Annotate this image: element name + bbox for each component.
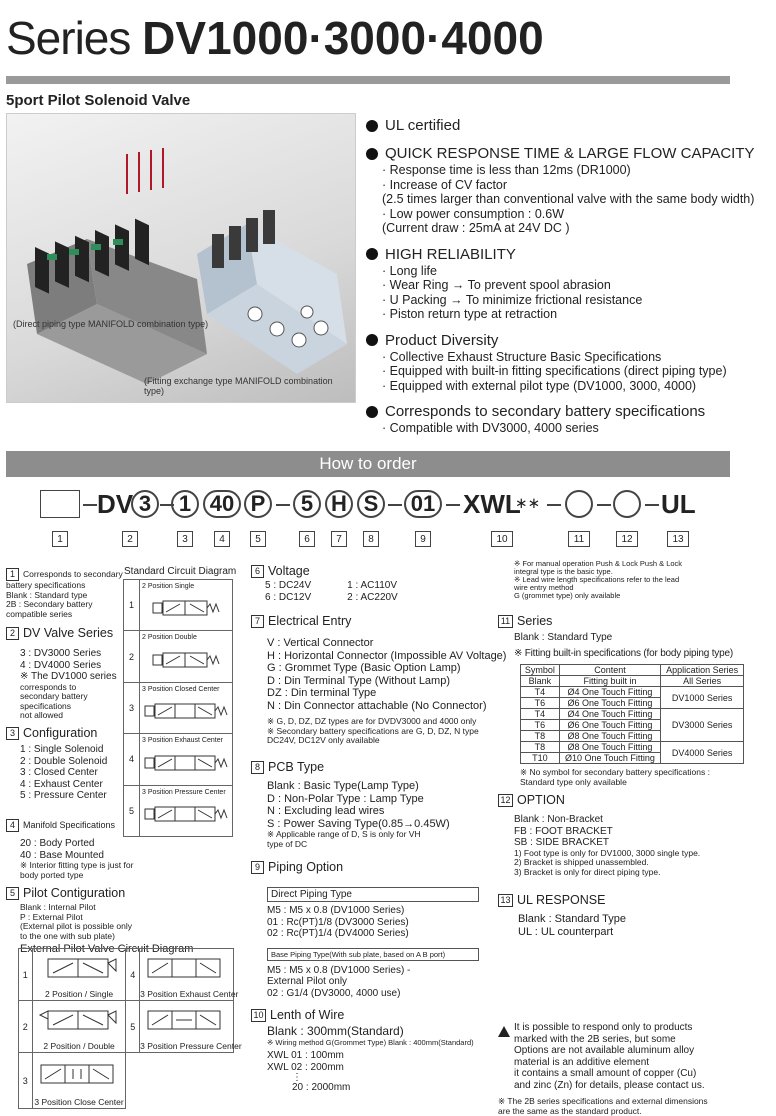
section-10: 10 Lenth of Wire Blank : 300mm(Standard) ※ Wiring method G(Grommet Type) Blank : 400mm(Standard) XWL 01 : 100mm XWL 02 : 200mm ⋮ 20 : 2000mm xyxy=(251,1008,474,1094)
bullet-icon xyxy=(366,334,378,346)
external-pilot-diagram: 1 2 Position / Single 4 3 Position Exhaust Center 2 2 Position / Double 5 3 Position Pressure Center 3 3 Position Close Center xyxy=(18,948,234,1109)
feature-heading xyxy=(366,116,766,135)
circuit-label: 3 Position Closed Center xyxy=(142,685,220,693)
code-pcb: S xyxy=(357,490,385,518)
feature-item: · Increase of CV factor xyxy=(382,177,508,192)
valve-symbol xyxy=(33,1059,123,1099)
code-manifold: 40 xyxy=(203,490,241,518)
circuit-title: Standard Circuit Diagram xyxy=(124,566,237,577)
table-cell: Ø6 One Touch Fitting xyxy=(559,698,660,709)
section-6: 6 Voltage 5 : DC24V 6 : DC12V 1 : AC110V 2 : AC220V xyxy=(251,564,398,603)
code-box-1 xyxy=(40,490,80,518)
feature-item: · Equipped with built-in fitting specifications (direct piping type) xyxy=(382,364,727,378)
circuit-number: 1 xyxy=(124,580,140,631)
table-row xyxy=(521,742,744,753)
ext-cell: 3 Position Close Center xyxy=(32,1053,126,1109)
table-cell: Ø8 One Touch Fitting xyxy=(559,731,660,742)
code-voltage: 5 xyxy=(293,490,321,518)
code-number: 1 xyxy=(52,531,68,547)
circuit-label: 3 Position Pressure Center xyxy=(142,788,226,796)
feature-heading xyxy=(366,245,766,264)
table-cell: DV3000 Series xyxy=(661,709,744,742)
valve-symbol xyxy=(140,746,230,780)
table-header: Symbol xyxy=(521,665,560,676)
bullet-icon xyxy=(366,120,378,132)
feature-item: · Piston return type at retraction xyxy=(382,307,558,321)
circuit-cell xyxy=(140,682,233,733)
circuit-cell xyxy=(140,631,233,682)
code-number: 11 xyxy=(568,531,590,547)
bullet-icon xyxy=(366,148,378,160)
circuit-label: 2 Position Single xyxy=(142,582,195,590)
table-header: Content xyxy=(559,665,660,676)
table-cell: Ø4 One Touch Fitting xyxy=(559,687,660,698)
warning-note: It is possible to respond only to products marked with the 2B series, but some Options are not available aluminum alloy material is an additive element it contains a small amount of copper (Cu) and zinc (Zn) for details, please contact us. ※ The 2B series specifications and external dimensions are the same as the standard product. xyxy=(498,1022,708,1116)
feature-item: · Low power consumption : 0.6W xyxy=(382,206,565,221)
table-cell: Fitting built in xyxy=(559,676,660,687)
table-cell: T4 xyxy=(521,687,560,698)
circuit-cell xyxy=(140,785,233,836)
valve-symbol xyxy=(140,953,230,993)
code-dash xyxy=(388,504,402,506)
feature-list xyxy=(366,116,766,445)
section-13: 13 UL RESPONSE Blank : Standard Type UL : UL counterpart xyxy=(498,893,626,938)
section-1: 1 Corresponds to secondary battery specifications Blank : Standard type 2B : Secondary battery compatible series xyxy=(6,568,123,619)
feature-title: UL certified xyxy=(385,117,461,134)
series-word: Series xyxy=(6,12,131,64)
code-number: 2 xyxy=(122,531,138,547)
table-cell: Ø10 One Touch Fitting xyxy=(559,753,660,764)
how-to-order-bar: How to order xyxy=(6,451,730,477)
title-rule xyxy=(6,76,730,84)
code-dash xyxy=(645,504,659,506)
feature-section xyxy=(366,116,766,135)
feature-section xyxy=(366,402,766,436)
table-cell: All Series xyxy=(661,676,744,687)
feature-title: Product Diversity xyxy=(385,331,499,349)
table-cell: Ø6 One Touch Fitting xyxy=(559,720,660,731)
code-dash xyxy=(597,504,611,506)
feature-heading xyxy=(366,402,766,421)
feature-heading xyxy=(366,144,766,163)
standard-circuit-diagram xyxy=(123,579,233,837)
section-3: 3 Configuration 1 : Single Solenoid 2 : Double Solenoid 3 : Closed Center 4 : Exhaust Center 5 : Pressure Center xyxy=(6,726,107,802)
valve-symbol xyxy=(140,591,230,625)
code-ul: UL xyxy=(661,489,696,519)
product-photo xyxy=(6,113,356,403)
section-11: 11 Series Blank : Standard Type ※ Fitting built-in specifications (for body piping type) xyxy=(498,614,733,659)
code-dash xyxy=(83,504,97,506)
table-cell: DV1000 Series xyxy=(661,687,744,709)
code-number: 4 xyxy=(214,531,230,547)
base-piping-label: Base Piping Type(With sub plate, based on A B port) xyxy=(267,948,479,961)
ext-cell: 2 Position / Double xyxy=(32,1001,126,1053)
code-entry: H xyxy=(325,490,353,518)
section-5: 5 Pilot Contiguration Blank : Internal Pilot P : External Pilot (External pilot is possible only to the one with sub plate) External Pilot Valve Circuit Diagram xyxy=(6,886,193,956)
code-stars: ∗∗ xyxy=(515,495,541,512)
code-number: 9 xyxy=(415,531,431,547)
table-cell: T10 xyxy=(521,753,560,764)
circuit-cell xyxy=(140,580,233,631)
feature-item: · Compatible with DV3000, 4000 series xyxy=(382,421,599,435)
code-option-12 xyxy=(613,490,641,518)
circuit-number: 2 xyxy=(124,631,140,682)
valve-symbol xyxy=(140,1005,230,1045)
code-number: 13 xyxy=(667,531,689,547)
feature-heading xyxy=(366,331,766,350)
feature-item: · Response time is less than 12ms (DR1000) xyxy=(382,163,631,177)
section-8: 8 PCB Type Blank : Basic Type(Lamp Type) D : Non-Polar Type : Lamp Type N : Excluding lead wires S : Power Saving Type(0.85→0.45W) ※ Applicable range of D, S is only for VH type of DC xyxy=(251,760,450,849)
code-number: 7 xyxy=(331,531,347,547)
code-wire: XWL xyxy=(463,489,521,519)
feature-item: (2.5 times larger than conventional valve with the same body width) xyxy=(382,192,755,206)
code-number: 10 xyxy=(491,531,513,547)
feature-item: · U Packing → To minimize frictional resistance xyxy=(382,292,643,307)
section-4: 4 Manifold Specifications 20 : Body Ported 40 : Base Mounted ※ Interior fitting type is just for body ported type xyxy=(6,818,133,880)
code-dv: DV xyxy=(97,489,134,519)
feature-title: HIGH RELIABILITY xyxy=(385,245,516,263)
circuit-label: 2 Position Double xyxy=(142,634,197,642)
table-cell: T8 xyxy=(521,731,560,742)
code-series: 3 xyxy=(131,490,159,518)
bullet-icon xyxy=(366,248,378,260)
ext-cell: 3 Position Pressure Center xyxy=(140,1001,234,1053)
valve-symbol xyxy=(140,643,230,677)
code-piping: 01 xyxy=(404,490,442,518)
table-cell: T6 xyxy=(521,698,560,709)
circuit-label: 3 Position Exhaust Center xyxy=(142,737,223,745)
section-7: 7 Electrical Entry V : Vertical Connector H : Horizontal Connector (Impossible AV Voltage) G : Grommet Type (Basic Option Lamp) D : Din Terminal Type (Without Lamp) DZ : Din terminal Type N : Din Connector attachable (No Connector) ※ G, D, DZ, DZ types are for DVDV3000 and 4000 only ※ Secondary battery specifications are G, D, DZ, N type DC24V, DC12V only available xyxy=(251,614,506,746)
code-number: 8 xyxy=(363,531,379,547)
model-name: DV1000·3000·4000 xyxy=(142,12,544,64)
section-12: 12 OPTION Blank : Non-Bracket FB : FOOT BRACKET SB : SIDE BRACKET 1) Foot type is only for DV1000, 3000 single type. 2) Bracket is shipped unassembled. 3) Bracket is only for direct piping type. xyxy=(498,793,700,877)
table-header: Application Series xyxy=(661,665,744,676)
fitting-symbol-table xyxy=(520,664,744,764)
valve-symbol xyxy=(33,953,123,993)
table-cell: DV4000 Series xyxy=(661,742,744,764)
photo-caption-right: (Fitting exchange type MANIFOLD combination type) xyxy=(144,376,333,396)
feature-title: Corresponds to secondary battery specifications xyxy=(385,403,706,420)
table-cell: Ø4 One Touch Fitting xyxy=(559,709,660,720)
table-cell: Blank xyxy=(521,676,560,687)
ext-cell: 2 Position / Single xyxy=(32,949,126,1001)
circuit-number: 3 xyxy=(124,682,140,733)
table-cell: Ø8 One Touch Fitting xyxy=(559,742,660,753)
direct-piping-label: Direct Piping Type xyxy=(267,887,479,902)
section-2: 2 DV Valve Series 3 : DV3000 Series 4 : DV4000 Series ※ The DV1000 series corresponds to secondary battery specifications not allowed xyxy=(6,626,117,721)
section-9: 9 Piping Option Direct Piping Type M5 : M5 x 0.8 (DV1000 Series) 01 : Rc(PT)1/8 (DV3000 Series) 02 : Rc(PT)1/4 (DV4000 Series) Base Piping Type(With sub plate, based on A B port) M5 : M5 x 0.8 (DV1000 Series) - External Pilot only 02 : G1/4 (DV3000, 4000 use) xyxy=(251,860,479,999)
code-config: 1 xyxy=(171,490,199,518)
code-number: 12 xyxy=(616,531,638,547)
valve-symbol xyxy=(140,797,230,831)
wire-notes: ※ For manual operation Push & Lock Push & Lock integral type is the basic type. ※ Lead wire length specifications refer to the lead wire entry method G (grommet type) only available xyxy=(514,559,683,600)
feature-section xyxy=(366,331,766,394)
code-number: 5 xyxy=(250,531,266,547)
circuit-cell xyxy=(140,734,233,785)
table-row xyxy=(521,709,744,720)
table-cell: T6 xyxy=(521,720,560,731)
subtitle: 5port Pilot Solenoid Valve xyxy=(6,92,191,109)
feature-section xyxy=(366,144,766,236)
circuit-number: 5 xyxy=(124,785,140,836)
code-option-11 xyxy=(565,490,593,518)
feature-section xyxy=(366,245,766,322)
valve-symbol xyxy=(33,1005,123,1045)
code-number: 3 xyxy=(177,531,193,547)
feature-item: (Current draw : 25mA at 24V DC ) xyxy=(382,221,570,235)
table-row xyxy=(521,687,744,698)
code-number: 6 xyxy=(299,531,315,547)
valve-symbol xyxy=(140,694,230,728)
photo-caption-left: (Direct piping type MANIFOLD combination type) xyxy=(13,319,209,329)
code-dash xyxy=(276,504,290,506)
circuit-number: 4 xyxy=(124,734,140,785)
feature-title: QUICK RESPONSE TIME & LARGE FLOW CAPACITY xyxy=(385,145,755,162)
ext-cell: 3 Position Exhaust Center xyxy=(140,949,234,1001)
code-dash xyxy=(547,504,561,506)
table-cell: T8 xyxy=(521,742,560,753)
feature-item: · Long life xyxy=(382,263,437,278)
series-footnote: ※ No symbol for secondary battery specifications : Standard type only available xyxy=(520,767,710,787)
code-dash xyxy=(446,504,460,506)
code-pilot: P xyxy=(244,490,272,518)
bullet-icon xyxy=(366,406,378,418)
feature-item: · Collective Exhaust Structure Basic Specifications xyxy=(382,349,662,364)
table-cell: T4 xyxy=(521,709,560,720)
feature-item: · Wear Ring → To prevent spool abrasion xyxy=(382,278,611,292)
warning-icon xyxy=(498,1026,510,1037)
feature-item: · Equipped with external pilot type (DV1000, 3000, 4000) xyxy=(382,378,697,393)
valve-manifold-illustration xyxy=(7,114,357,404)
page-title xyxy=(6,10,544,66)
